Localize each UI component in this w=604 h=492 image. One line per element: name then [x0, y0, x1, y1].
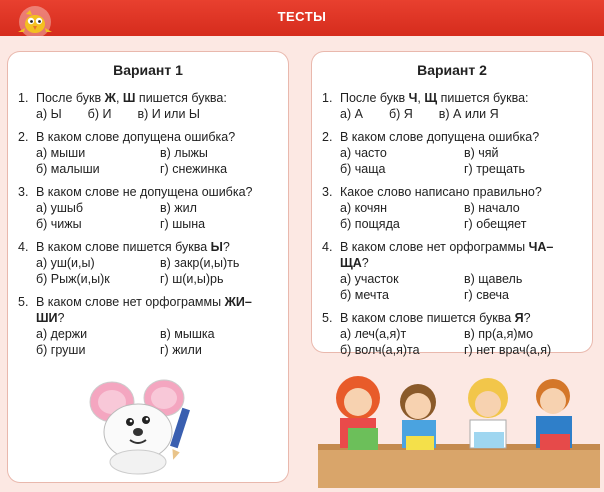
question-number: 2.: [322, 130, 333, 144]
question-text-part: ,: [417, 91, 425, 105]
answer-option: в) начало: [464, 201, 520, 215]
answer-option: а) мыши: [36, 146, 86, 160]
question-text-part: ,: [115, 91, 123, 105]
answer-option: г) шына: [160, 217, 206, 231]
question-text: [322, 184, 582, 200]
answer-option: а) кочян: [340, 201, 388, 215]
question-number: 3.: [322, 185, 333, 199]
answer-option: а) Ы: [36, 107, 62, 121]
highlighted-letters: Ж: [104, 91, 116, 105]
question-text-part: В каком слове пишется буква: [36, 240, 211, 254]
question-text-part: В каком слове нет орфограммы: [36, 295, 225, 309]
question-1: [18, 90, 278, 122]
question-number: 5.: [18, 295, 29, 309]
question-number: 2.: [18, 130, 29, 144]
bird-mascot-icon: [12, 2, 58, 42]
question-number: 1.: [322, 91, 333, 105]
question-text-part: пишется буква:: [135, 91, 227, 105]
question-text-part: После букв: [340, 91, 409, 105]
answer-option: в) лыжы: [160, 146, 208, 160]
answer-option: а) уш(и,ы): [36, 256, 95, 270]
answer-option: б) Рыж(и,ы)к: [36, 272, 110, 286]
mouse-with-pencil-illustration: [72, 372, 202, 476]
question-text-part: После букв: [36, 91, 105, 105]
answer-option: г) ш(и,ы)рь: [160, 272, 224, 286]
variant-1-questions: [8, 90, 288, 358]
answer-option: б) малыши: [36, 162, 100, 176]
question-text: [322, 90, 582, 106]
answer-option: г) свеча: [464, 288, 509, 302]
answer-option: г) снежинка: [160, 162, 228, 176]
answer-option: а) А: [340, 107, 363, 121]
question-text: [18, 294, 278, 326]
answer-options: [322, 145, 582, 177]
answer-options: [18, 200, 278, 232]
question-text-part: ?: [523, 311, 531, 325]
answer-option: г) трещать: [464, 162, 526, 176]
question-text-part: В каком слове допущена ошибка?: [340, 130, 540, 144]
answer-options: [18, 326, 278, 358]
question-text-part: Какое слово написано правильно?: [340, 185, 542, 199]
answer-options: [322, 271, 582, 303]
header-bar: [0, 0, 604, 36]
answer-option: б) груши: [36, 343, 86, 357]
question-number: 4.: [322, 240, 333, 254]
question-5: [322, 310, 582, 358]
question-4: [18, 239, 278, 287]
highlighted-letters: ЧА–ЩА: [340, 240, 554, 270]
question-number: 5.: [322, 311, 333, 325]
answer-option: б) чаща: [340, 162, 386, 176]
variant-2-title: Вариант 2: [417, 62, 487, 78]
question-4: [322, 239, 582, 303]
answer-option: в) щавель: [464, 272, 523, 286]
question-1: [322, 90, 582, 122]
question-number: 4.: [18, 240, 29, 254]
question-5: [18, 294, 278, 358]
answer-options: [18, 106, 278, 122]
question-2: [322, 129, 582, 177]
question-text-part: В каком слове нет орфограммы: [340, 240, 529, 254]
answer-option: а) участок: [340, 272, 399, 286]
answer-options: [322, 106, 582, 122]
highlighted-letters: Ы: [210, 240, 223, 254]
highlighted-letters: Ш: [122, 91, 136, 105]
answer-option: в) И или Ы: [137, 107, 200, 121]
answer-option: г) обещяет: [464, 217, 527, 231]
answer-option: а) часто: [340, 146, 387, 160]
highlighted-letters: Ч: [408, 91, 418, 105]
answer-option: в) жил: [160, 201, 197, 215]
answer-option: в) чяй: [464, 146, 499, 160]
answer-option: в) А или Я: [438, 107, 499, 121]
answer-option: а) ушыб: [36, 201, 84, 215]
question-text: [18, 90, 278, 106]
question-text-part: ?: [222, 240, 230, 254]
answer-option: а) леч(а,я)т: [340, 327, 407, 341]
highlighted-letters: ЖИ–ШИ: [36, 295, 252, 325]
question-3: [18, 184, 278, 232]
question-number: 3.: [18, 185, 29, 199]
answer-option: а) держи: [36, 327, 88, 341]
answer-options: [18, 255, 278, 287]
question-text-part: В каком слове не допущена ошибка?: [36, 185, 253, 199]
answer-options: [322, 326, 582, 358]
question-text-part: В каком слове допущена ошибка?: [36, 130, 236, 144]
question-text-part: ?: [361, 256, 369, 270]
question-text-part: пишется буква:: [437, 91, 529, 105]
page-title: ТЕСТЫ: [277, 9, 327, 24]
answer-option: г) жили: [160, 343, 202, 357]
question-2: [18, 129, 278, 177]
answer-option: б) мечта: [340, 288, 389, 302]
question-text: [18, 129, 278, 145]
answer-option: в) мышка: [160, 327, 215, 341]
variant-1-title: Вариант 1: [113, 62, 183, 78]
question-number: 1.: [18, 91, 29, 105]
question-text: [322, 239, 582, 271]
answer-option: б) И: [87, 107, 112, 121]
answer-option: б) волч(а,я)та: [340, 343, 420, 357]
question-text: [322, 310, 582, 326]
highlighted-letters: Я: [514, 311, 524, 325]
question-text-part: ?: [57, 311, 65, 325]
answer-option: г) нет врач(а,я): [464, 343, 552, 357]
answer-option: б) Я: [388, 107, 413, 121]
question-text: [18, 184, 278, 200]
answer-options: [18, 145, 278, 177]
highlighted-letters: Щ: [424, 91, 438, 105]
question-text: [322, 129, 582, 145]
variant-2-card: [312, 52, 592, 357]
children-reading-illustration: [318, 358, 600, 488]
answer-option: б) пощяда: [340, 217, 400, 231]
answer-option: в) пр(а,я)мо: [464, 327, 534, 341]
variant-2-questions: [312, 90, 592, 358]
answer-option: б) чижы: [36, 217, 82, 231]
question-text: [18, 239, 278, 255]
question-text-part: В каком слове пишется буква: [340, 311, 515, 325]
answer-option: в) закр(и,ы)ть: [160, 256, 240, 270]
answer-options: [322, 200, 582, 232]
question-3: [322, 184, 582, 232]
